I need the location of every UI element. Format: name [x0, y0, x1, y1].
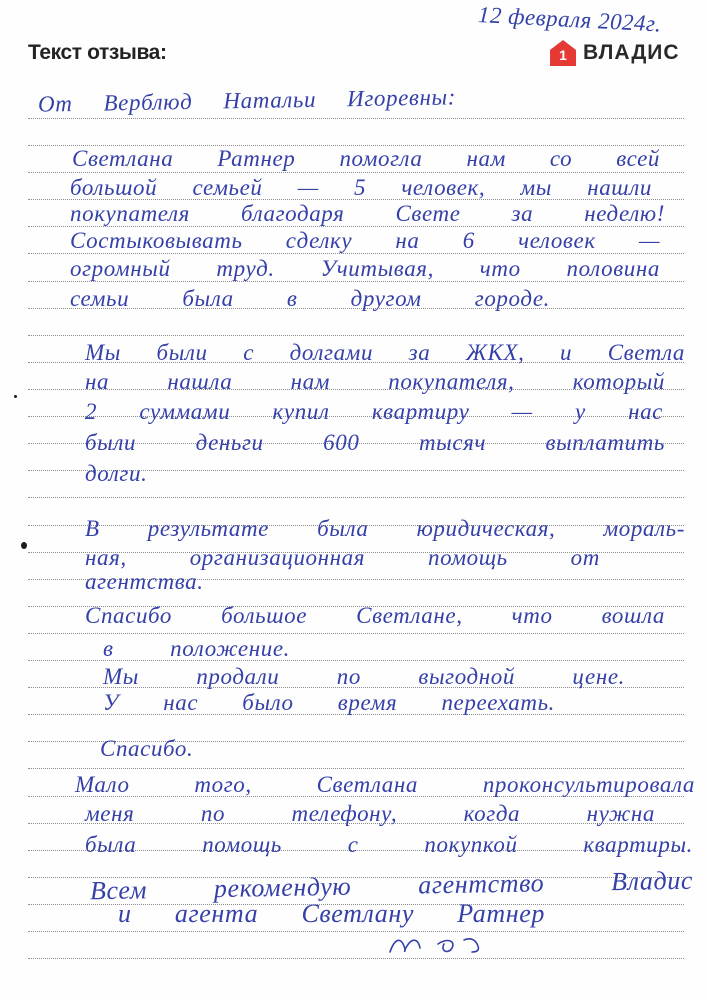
review-line: Светлана Ратнер помогла нам со всей — [72, 146, 660, 171]
review-line: 2 суммами купил квартиру — у нас — [85, 399, 663, 424]
review-line: в положение. — [103, 636, 290, 661]
brand-name: ВЛАДИС — [583, 41, 680, 64]
ruled-line — [28, 958, 684, 959]
review-line: была помощь с покупкой квартиры. — [85, 832, 693, 857]
brand-badge: 1 — [559, 47, 567, 63]
review-line: Мало того, Светлана проконсультировала — [75, 772, 695, 797]
review-line: меня по телефону, когда нужна — [85, 801, 655, 826]
review-line: Мы продали по выгодной цене. — [103, 664, 625, 689]
review-line: Спасибо большое Светлане, что вошла — [85, 603, 665, 628]
review-line: Спасибо. — [100, 736, 194, 761]
ink-speck — [21, 542, 27, 549]
review-line: Мы были с долгами за ЖКХ, и Светла — [85, 340, 685, 365]
ruled-line — [28, 172, 684, 173]
ruled-line — [28, 768, 684, 769]
review-line: были деньги 600 тысяч выплатить — [85, 430, 665, 455]
ruled-line — [28, 931, 684, 932]
review-line: на нашла нам покупателя, который — [85, 369, 665, 394]
ruled-line — [28, 118, 684, 119]
review-line: Всем рекомендую агентство Владис — [89, 865, 694, 906]
review-line: ная, организационная помощь от — [85, 545, 600, 570]
review-line: и агента Светлану Ратнер — [118, 899, 545, 928]
ruled-line — [28, 335, 684, 336]
signature — [380, 922, 490, 956]
brand-logo — [549, 39, 691, 69]
review-line: долги. — [85, 461, 148, 486]
ink-speck — [14, 395, 17, 398]
review-line: семьи была в другом городе. — [70, 286, 550, 311]
review-line: большой семьей — 5 человек, мы нашли — [70, 175, 652, 200]
review-line: От Верблюд Натальи Игоревны: — [37, 84, 457, 117]
ruled-line — [28, 633, 684, 634]
page-title: Текст отзыва: — [28, 41, 167, 64]
review-line: агентства. — [85, 569, 204, 594]
review-line: Состыковывать сделку на 6 человек — — [70, 228, 660, 253]
review-line: покупателя благодаря Свете за неделю! — [70, 201, 665, 226]
review-line: В результате была юридическая, мораль- — [85, 516, 685, 541]
review-line: огромный труд. Учитывая, что половина — [70, 256, 660, 281]
review-line: У нас было время переехать. — [103, 690, 555, 715]
ruled-line — [28, 497, 684, 498]
review-date: 12 февраля 2024г. — [477, 2, 663, 37]
